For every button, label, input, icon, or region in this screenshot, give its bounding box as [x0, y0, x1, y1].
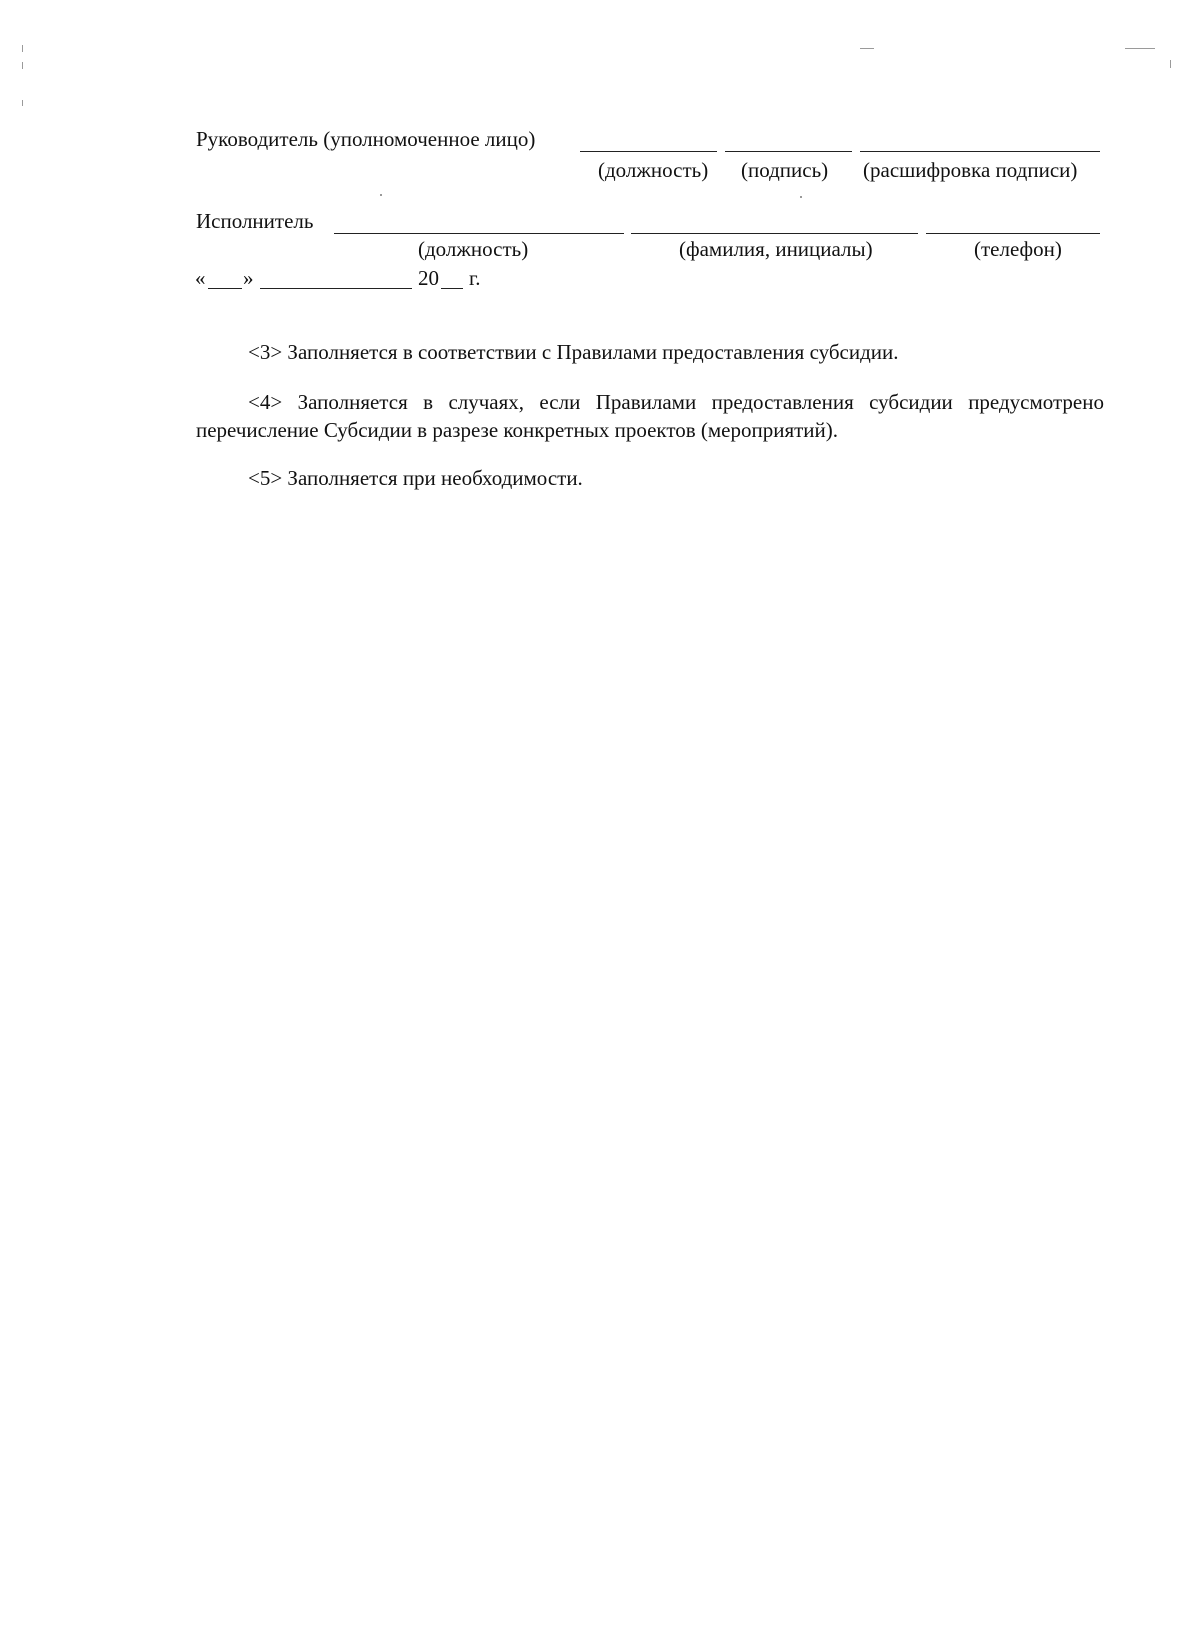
executor-name-line — [631, 233, 918, 234]
executor-position-caption: (должность) — [418, 237, 529, 261]
manager-position-caption: (должность) — [598, 158, 709, 182]
footnote-5: <5> Заполняется при необходимости. — [248, 466, 583, 490]
scan-speck — [380, 194, 382, 196]
scan-speck — [860, 48, 874, 49]
date-open-quote: « — [195, 266, 206, 290]
executor-phone-line — [926, 233, 1100, 234]
manager-signature-decoding-line — [860, 151, 1100, 152]
date-close-quote: » — [243, 266, 254, 290]
executor-label: Исполнитель — [196, 209, 314, 233]
scan-speck — [800, 196, 802, 198]
date-year-line — [441, 288, 463, 289]
date-year-suffix: г. — [469, 266, 481, 290]
executor-name-caption: (фамилия, инициалы) — [679, 237, 873, 261]
manager-signature-line — [725, 151, 852, 152]
scan-speck — [22, 45, 23, 52]
scan-speck — [1125, 48, 1155, 49]
executor-phone-caption: (телефон) — [974, 237, 1062, 261]
executor-position-line — [334, 233, 624, 234]
scan-speck — [1170, 60, 1171, 68]
date-month-line — [260, 288, 412, 289]
manager-signature-caption: (подпись) — [741, 158, 829, 182]
date-year-prefix: 20 — [418, 266, 439, 290]
footnote-4: <4> Заполняется в случаях, если Правилами предоставления субсидии предусмотрено перечисление Субсидии в разрезе конкретных проектов (мероприятий). — [196, 390, 1104, 442]
scan-speck — [22, 100, 23, 106]
date-day-line — [208, 288, 242, 289]
scan-speck — [22, 62, 23, 69]
manager-label: Руководитель (уполномоченное лицо) — [196, 127, 536, 151]
footnote-3: <3> Заполняется в соответствии с Правилами предоставления субсидии. — [248, 340, 899, 364]
manager-position-line — [580, 151, 717, 152]
manager-signature-decoding-caption: (расшифровка подписи) — [863, 158, 1078, 182]
